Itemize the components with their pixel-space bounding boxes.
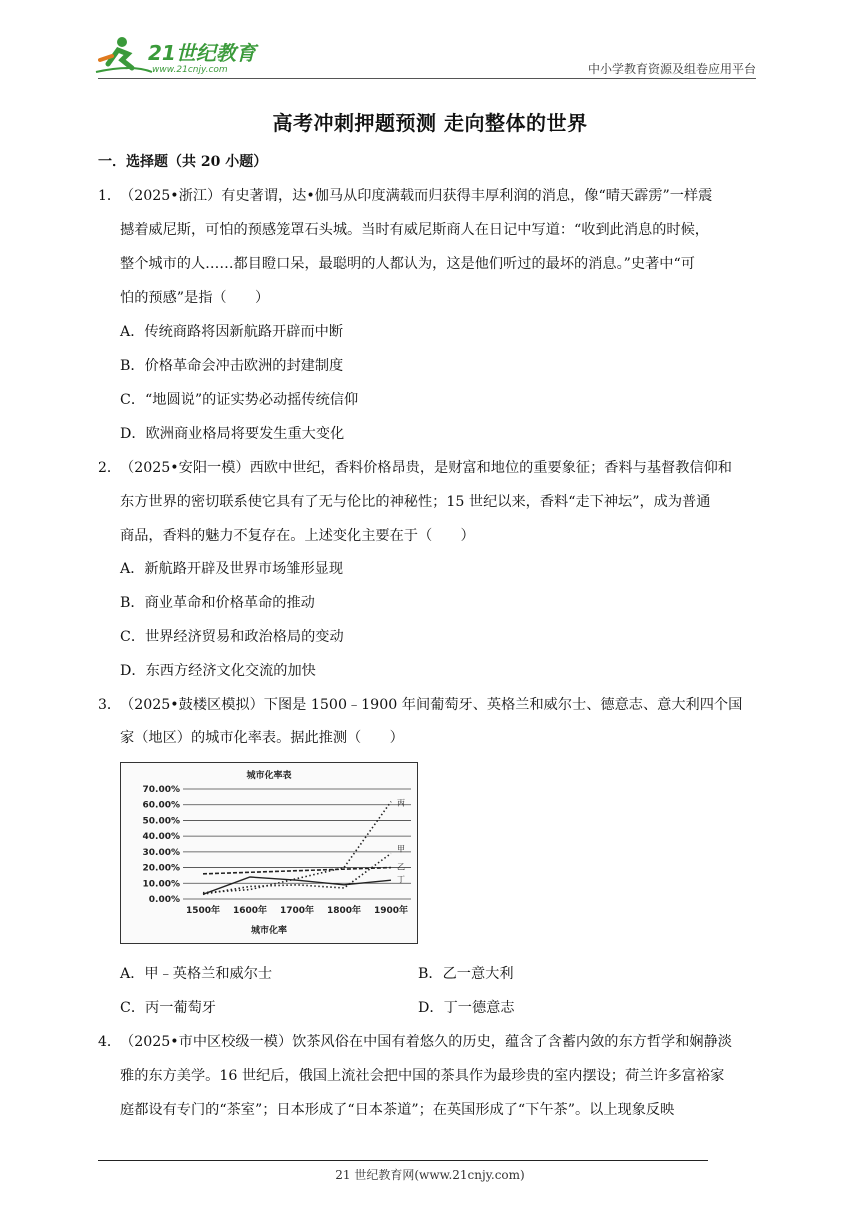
answer-option-a[interactable]: A．新航路开辟及世界市场雏形显现 [120,561,344,577]
logo-url: www.21cnjy.com [152,65,228,75]
question-text-line: 东方世界的密切联系使它具有了无与伦比的神秘性；15 世纪以来，香料“走下神坛”，成为普通 [120,494,711,510]
y-tick-label: 0.00% [148,895,180,905]
answer-option-d[interactable]: D．欧洲商业格局将要发生重大变化 [120,426,345,442]
answer-option-a[interactable]: A．传统商路将因新航路开辟而中断 [120,324,344,340]
question-text-line: 雅的东方美学。16 世纪后，俄国上流社会把中国的茶具作为最珍贵的室内摆设；荷兰许多富裕家 [120,1068,725,1084]
y-tick-label: 20.00% [142,863,180,874]
header-divider [98,78,756,79]
answer-option-c[interactable]: C．“地圆说”的证实势必动摇传统信仰 [120,392,359,408]
series-label: 丁 [397,875,405,885]
x-tick-label: 1500年 [185,906,221,916]
answer-option-d[interactable]: D．丁一德意志 [418,1000,515,1016]
y-tick-label: 30.00% [142,847,180,858]
series-label: 甲 [397,844,405,854]
footer-divider [98,1160,708,1161]
page-title: 高考冲刺押题预测 走向整体的世界 [272,111,588,135]
answer-option-b[interactable]: B．价格革命会冲击欧洲的封建制度 [120,358,344,374]
question-number: 4． [98,1034,121,1050]
x-tick-label: 1800年 [326,906,362,916]
question-text-line: （2025•安阳一模）西欧中世纪，香料价格昂贵，是财富和地位的重要象征；香料与基督教信仰和 [120,460,732,476]
y-tick-label: 40.00% [142,832,180,843]
chart-canvas [121,763,417,943]
x-tick-label: 1900年 [373,906,409,916]
runner-logo-icon [92,34,262,78]
question-text-line: （2025•浙江）有史著谓，达•伽马从印度满载而归获得丰厚利润的消息，像“晴天霹雳”一样震 [120,188,713,204]
answer-option-c[interactable]: C．丙一葡萄牙 [120,1000,216,1016]
site-logo [92,34,262,78]
answer-option-c[interactable]: C．世界经济贸易和政治格局的变动 [120,629,344,645]
question-number: 2． [98,460,121,476]
series-line-3 [203,802,391,893]
section-heading: 一．选择题（共 20 小题） [98,154,268,170]
question-text-line: （2025•鼓楼区模拟）下图是 1500﹣1900 年间葡萄牙、英格兰和威尔士、德意志、意大利四个国 [120,697,743,713]
series-line-4 [203,877,391,894]
question-text-line: 怕的预感”是指（ ） [120,290,270,306]
question-text-line: 撼着威尼斯，可怕的预感笼罩石头城。当时有威尼斯商人在日记中写道：“收到此消息的时候， [120,222,709,238]
question-text-line: 庭都设有专门的“茶室”；日本形成了“日本茶道”；在英国形成了“下午茶”。以上现象反映 [120,1102,675,1118]
question-text-line: 商品，香料的魅力不复存在。上述变化主要在于（ ） [120,528,475,544]
footer-text: 21 世纪教育网(www.21cnjy.com) [335,1168,525,1182]
question-number: 3． [98,697,121,713]
logo-text: 21世纪教育 [148,41,256,65]
series-line-1 [203,853,391,894]
header-platform-text: 中小学教育资源及组卷应用平台 [587,62,756,76]
series-label: 乙 [397,862,405,872]
chart-title: 城市化率表 [246,771,292,781]
series-line-2 [203,868,391,874]
question-number: 1． [98,188,121,204]
y-tick-label: 50.00% [142,816,180,827]
x-axis-label: 城市化率 [250,926,288,936]
answer-option-a[interactable]: A．甲﹣英格兰和威尔士 [120,966,273,982]
series-label: 丙 [397,798,405,808]
question-text-line: 整个城市的人……都目瞪口呆，最聪明的人都认为，这是他们听过的最坏的消息。”史著中“可 [120,256,695,272]
y-tick-label: 60.00% [142,800,180,811]
urbanization-chart [120,762,418,944]
question-text-line: 家（地区）的城市化率表。据此推测（ ） [120,730,404,746]
y-tick-label: 70.00% [142,785,180,795]
y-tick-label: 10.00% [142,879,180,890]
x-tick-label: 1600年 [232,906,268,916]
question-text-line: （2025•市中区校级一模）饮茶风俗在中国有着悠久的历史，蕴含了含蓄内敛的东方哲学和娴静淡 [120,1034,732,1050]
answer-option-b[interactable]: B．商业革命和价格革命的推动 [120,595,315,611]
x-tick-label: 1700年 [279,906,315,916]
answer-option-b[interactable]: B．乙一意大利 [418,966,514,982]
answer-option-d[interactable]: D．东西方经济文化交流的加快 [120,663,316,679]
